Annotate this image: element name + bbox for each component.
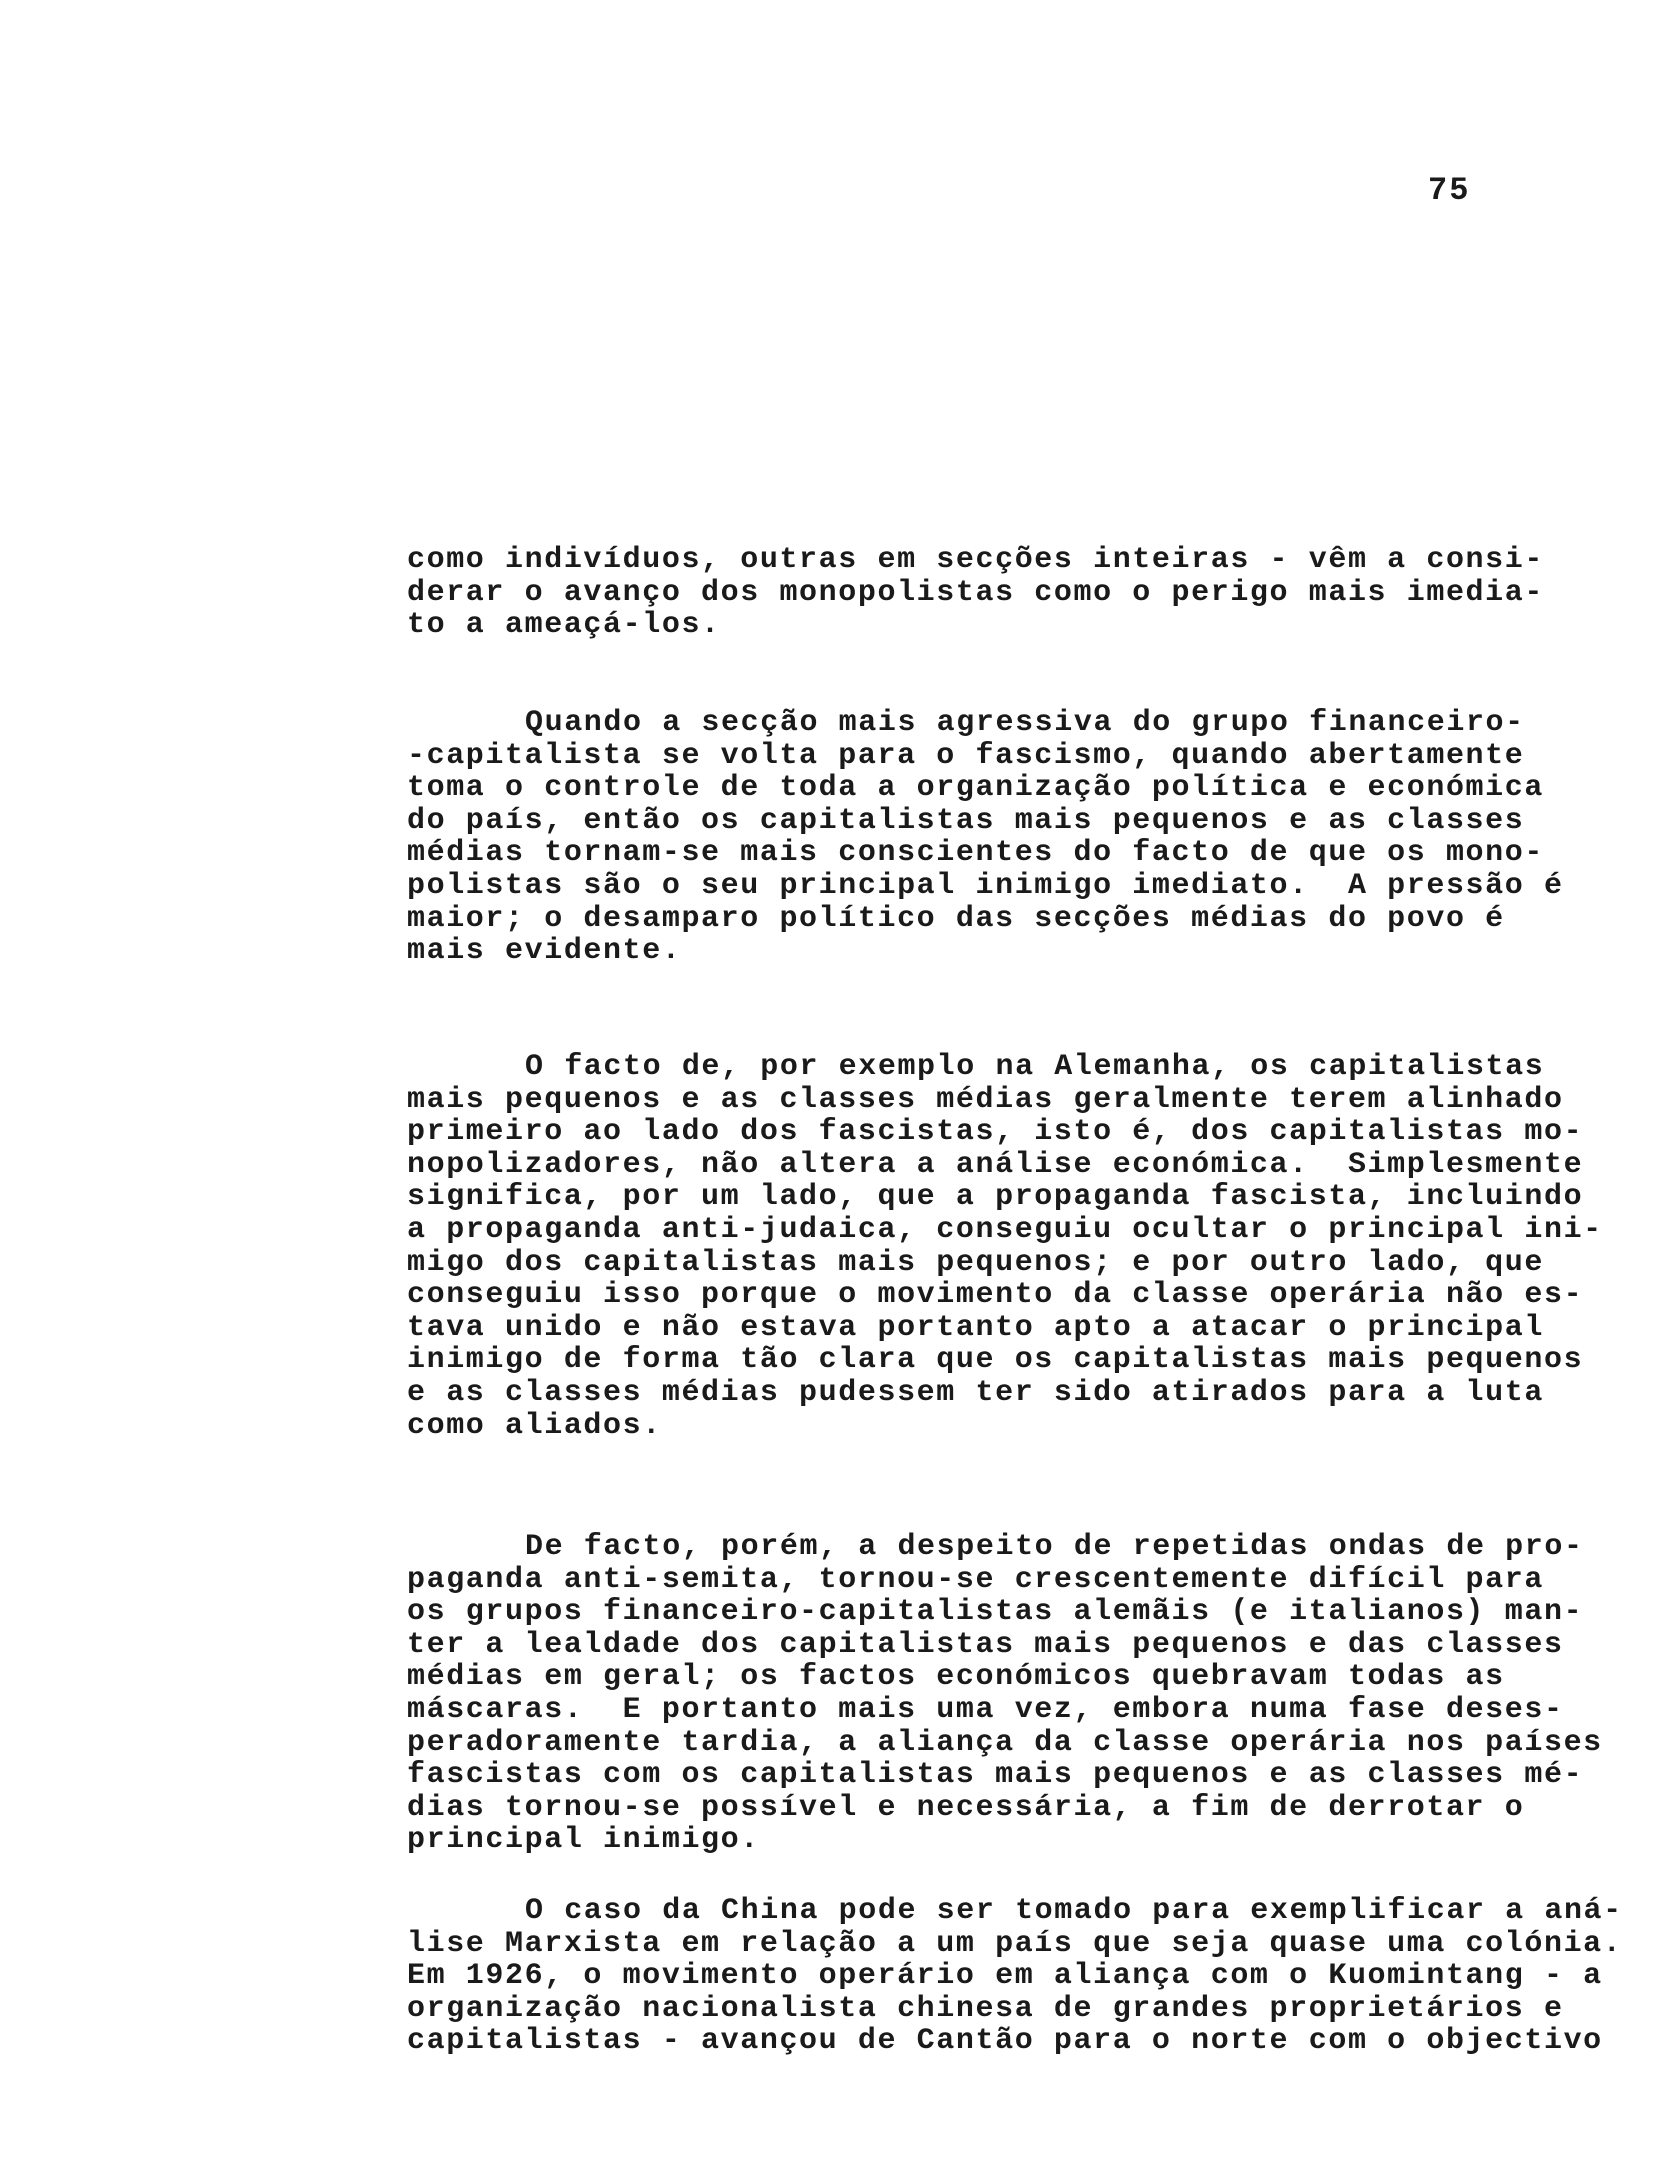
text-line: migo dos capitalistas mais pequenos; e por outro lado, que	[407, 1245, 1544, 1280]
paragraph	[407, 1531, 1637, 1857]
text-line: tava unido e não estava portanto apto a atacar o principal	[407, 1310, 1544, 1345]
text-line: Quando a secção mais agressiva do grupo financeiro-	[525, 706, 1525, 740]
text-line: fascistas com os capitalistas mais pequenos e as classes mé-	[407, 1758, 1584, 1793]
text-line: lise Marxista em relação a um país que seja quase uma colónia.	[407, 1926, 1623, 1961]
text-line: maior; o desamparo político das secções médias do povo é	[407, 901, 1505, 936]
text-line: conseguiu isso porque o movimento da classe operária não es-	[407, 1278, 1584, 1313]
text-line: toma o controle de toda a organização política e económica	[407, 771, 1544, 806]
text-line: significa, por um lado, que a propaganda fascista, incluindo	[407, 1180, 1584, 1215]
paragraph	[407, 544, 1637, 642]
text-line: como indivíduos, outras em secções inteiras - vêm a consi-	[407, 543, 1544, 577]
text-line: nopolizadores, não altera a análise económica. Simplesmente	[407, 1147, 1584, 1182]
paragraph	[407, 1051, 1637, 1442]
text-line: inimigo de forma tão clara que os capitalistas mais pequenos	[407, 1343, 1584, 1378]
text-line: Em 1926, o movimento operário em aliança com o Kuomintang - a	[407, 1959, 1603, 1994]
paragraph	[407, 1895, 1637, 2058]
text-line: como aliados.	[407, 1408, 662, 1443]
text-line: to a ameaçá-los.	[407, 608, 721, 643]
text-line: primeiro ao lado dos fascistas, isto é, dos capitalistas mo-	[407, 1115, 1584, 1150]
text-line: dias tornou-se possível e necessária, a fim de derrotar o	[407, 1790, 1525, 1825]
text-line: De facto, porém, a despeito de repetidas ondas de pro-	[525, 1530, 1584, 1564]
text-line: mais pequenos e as classes médias geralmente terem alinhado	[407, 1082, 1564, 1117]
text-line: O caso da China pode ser tomado para exemplificar a aná-	[525, 1894, 1623, 1928]
text-line: polistas são o seu principal inimigo imediato. A pressão é	[407, 868, 1564, 903]
text-line: capitalistas - avançou de Cantão para o norte com o objectivo	[407, 2024, 1603, 2059]
text-line: organização nacionalista chinesa de grandes proprietários e	[407, 1991, 1564, 2026]
text-line: -capitalista se volta para o fascismo, quando abertamente	[407, 738, 1525, 773]
page-number: 75	[1428, 172, 1471, 209]
text-line: ter a lealdade dos capitalistas mais pequenos e das classes	[407, 1627, 1564, 1662]
text-line: derar o avanço dos monopolistas como o perigo mais imedia-	[407, 575, 1544, 610]
paragraph	[407, 707, 1637, 968]
text-line: peradoramente tardia, a aliança da classe operária nos países	[407, 1725, 1603, 1760]
text-line: do país, então os capitalistas mais pequenos e as classes	[407, 803, 1525, 838]
text-line: e as classes médias pudessem ter sido atirados para a luta	[407, 1375, 1544, 1410]
text-line: a propaganda anti-judaica, conseguiu ocultar o principal ini-	[407, 1212, 1603, 1247]
text-line: mais evidente.	[407, 934, 682, 969]
text-line: máscaras. E portanto mais uma vez, embora numa fase deses-	[407, 1692, 1564, 1727]
text-line: paganda anti-semita, tornou-se crescentemente difícil para	[407, 1562, 1544, 1597]
text-line: médias tornam-se mais conscientes do facto de que os mono-	[407, 836, 1544, 871]
text-line: O facto de, por exemplo na Alemanha, os capitalistas	[525, 1050, 1545, 1084]
text-line: os grupos financeiro-capitalistas alemãis (e italianos) man-	[407, 1595, 1584, 1630]
text-line: principal inimigo.	[407, 1823, 760, 1858]
text-line: médias em geral; os factos económicos quebravam todas as	[407, 1660, 1505, 1695]
